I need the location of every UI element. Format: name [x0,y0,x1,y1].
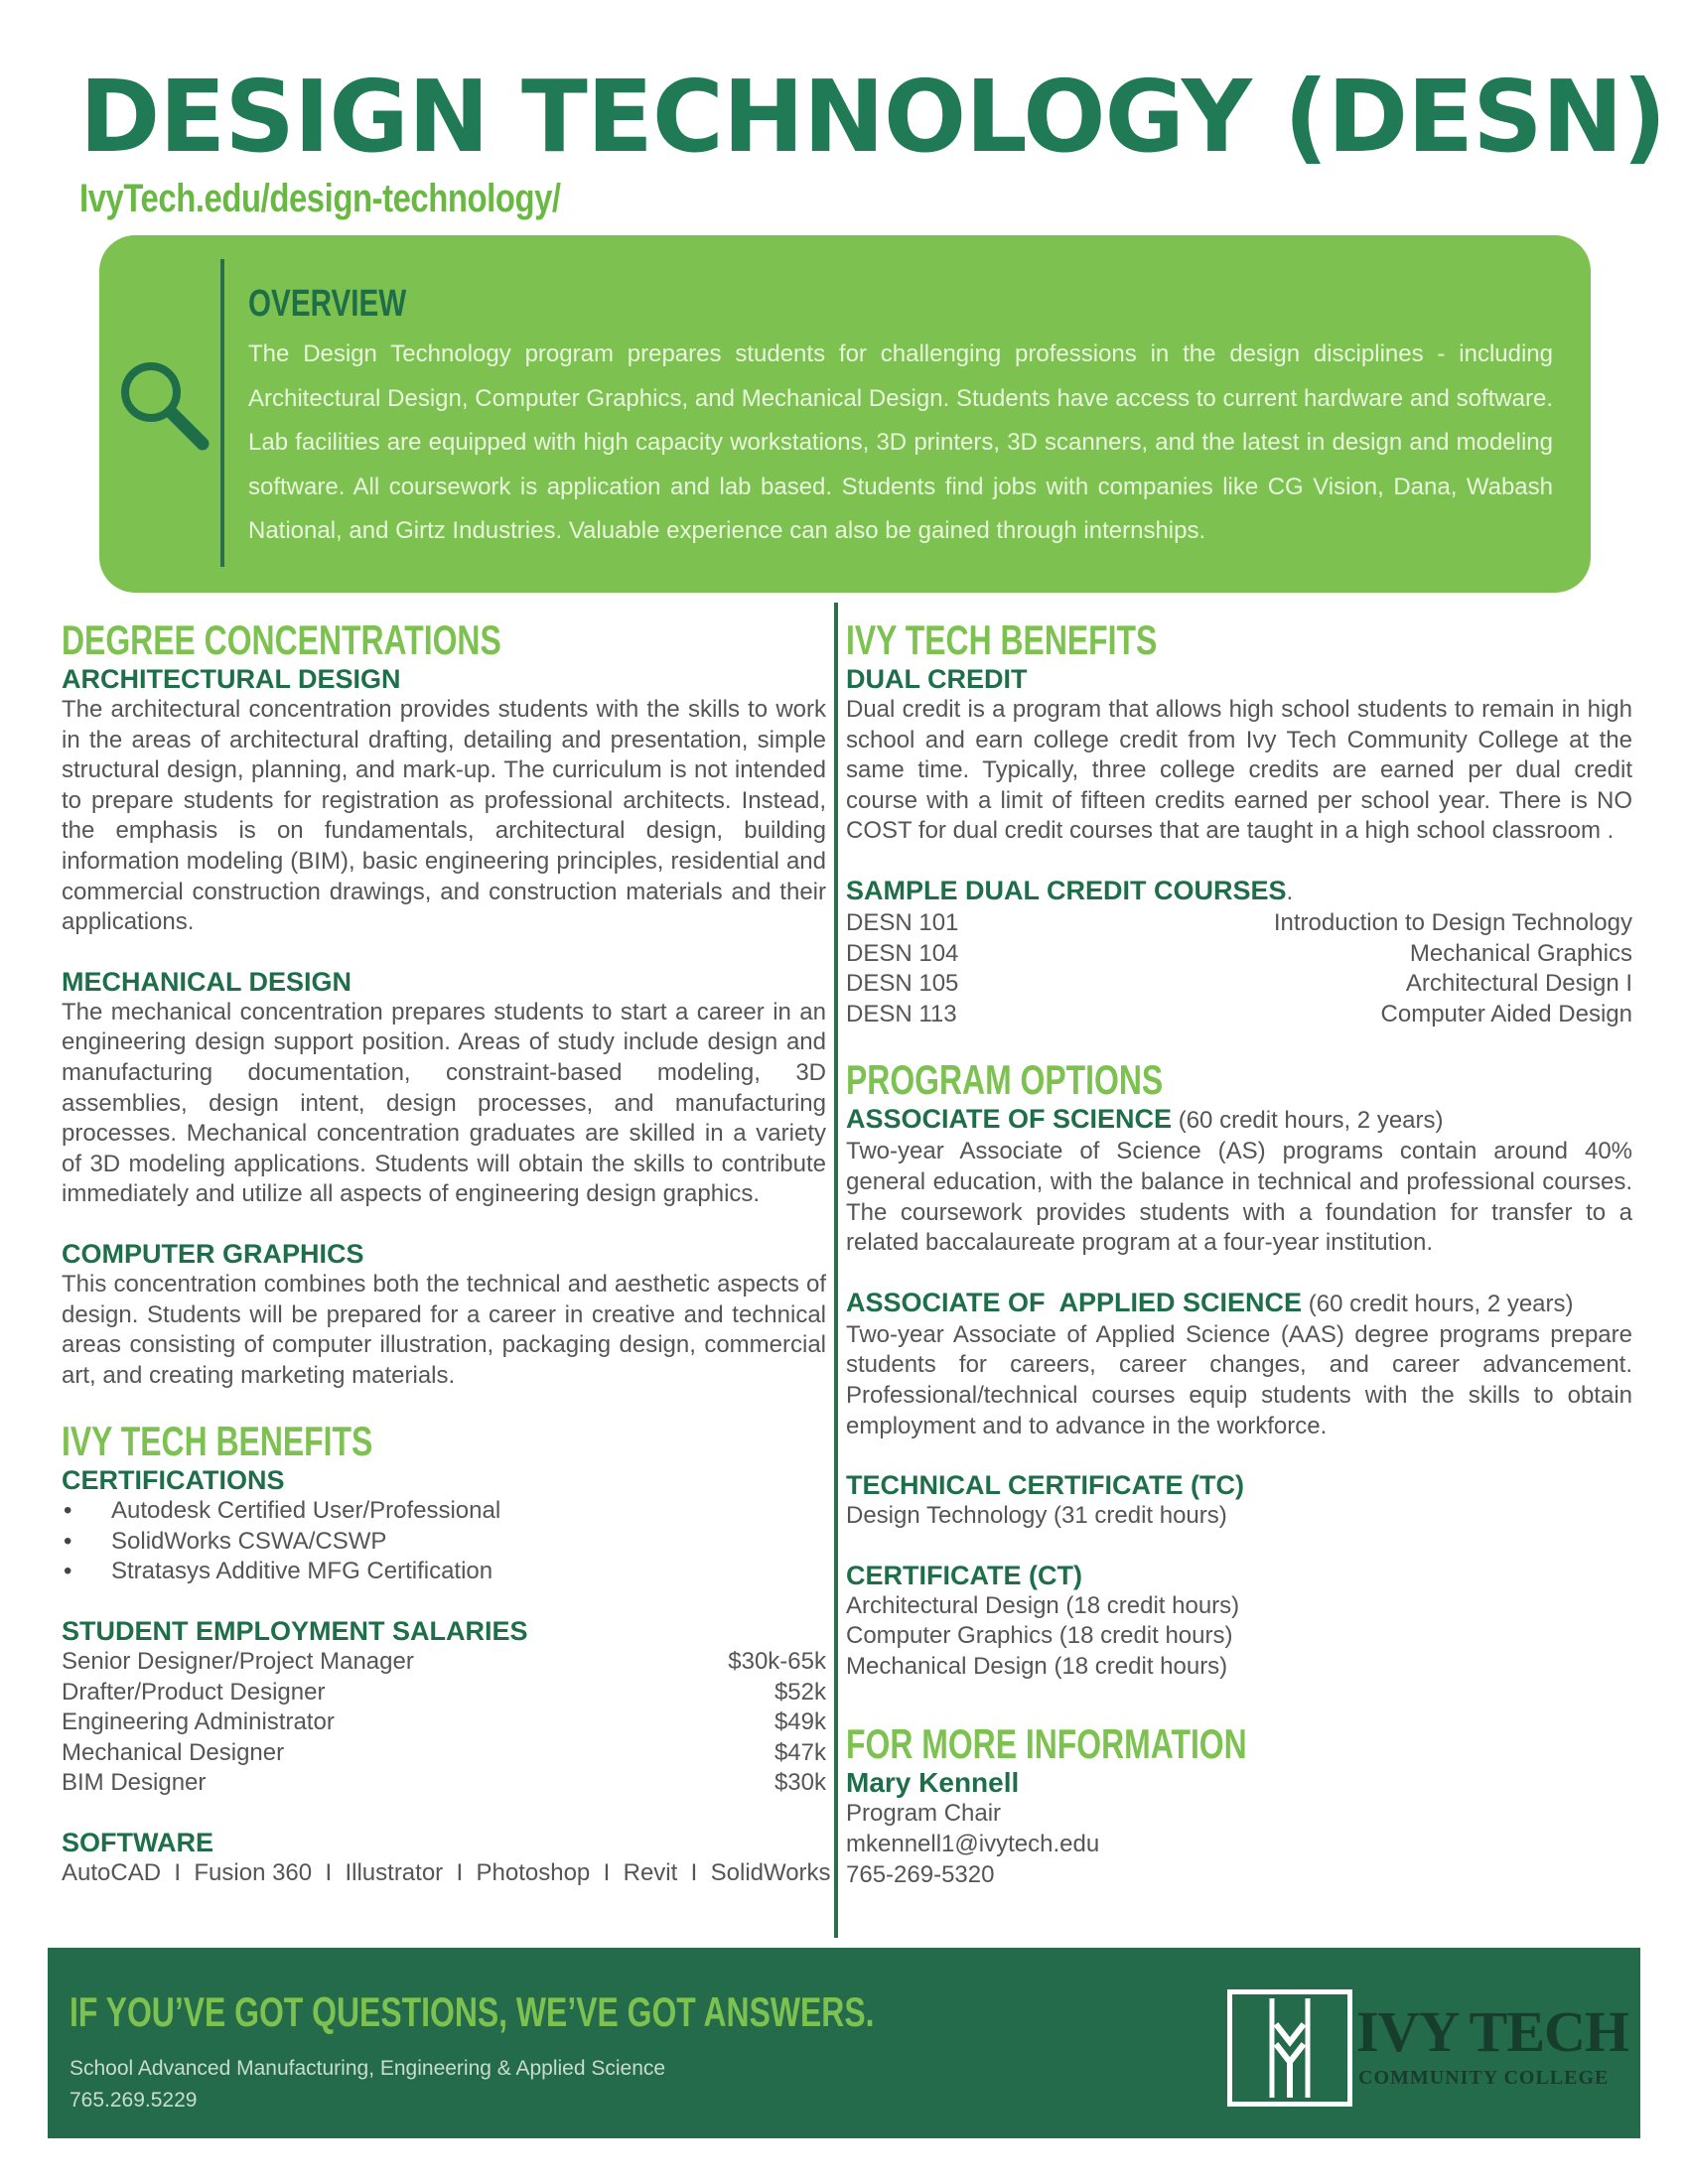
software-list: AutoCAD I Fusion 360 I Illustrator I Photoshop I Revit I SolidWorks [62,1859,831,1887]
certifications-title: CERTIFICATIONS [62,1465,285,1496]
list-item: • SolidWorks CSWA/CSWP [62,1527,826,1558]
salary-role: BIM Designer [62,1769,207,1797]
salaries-table [62,1647,826,1799]
software-title: SOFTWARE [62,1828,213,1858]
logo-subtitle: COMMUNITY COLLEGE [1358,2067,1610,2089]
overview-divider [220,259,224,567]
magnifying-glass-icon [113,354,212,454]
course-code: DESN 104 [846,939,959,967]
salary-pay: $47k [774,1738,826,1766]
dual-credit-text: Dual credit is a program that allows high school students to remain in high school and earn college credit from Ivy Tech Community College at the same time. Typically, three college credits are earned per dual credit course with a limit of fifteen credits earned per school year. There is NO COST for dual credit courses that are taught in a high school classroom . [846,696,1632,845]
computer-graphics-title: COMPUTER GRAPHICS [62,1238,364,1269]
course-name: Architectural Design I [1405,970,1632,998]
computer-graphics-text: This concentration combines both the technical and aesthetic aspects of design. Students will be prepared for a career in creative and technical areas consisting of computer illustration, packaging design, commercial art, and creating marketing materials. [62,1270,826,1389]
salary-pay: $49k [774,1708,826,1736]
aas-title [846,1287,1632,1320]
table-row [62,1738,826,1769]
table-row [62,1768,826,1799]
course-name: Computer Aided Design [1380,1000,1632,1027]
sample-courses-table [846,908,1632,1029]
list-item: Mechanical Design (18 credit hours) [846,1652,1228,1680]
table-row [62,1678,826,1708]
tc-title: TECHNICAL CERTIFICATE (TC) [846,1470,1244,1501]
column-divider [834,603,838,1938]
overview-panel [99,235,1591,593]
course-name: Mechanical Graphics [1409,939,1632,967]
page-title: DESIGN TECHNOLOGY (DESN) [79,59,1666,175]
aas-text: Two-year Associate of Applied Science (AAS) degree programs prepare students for careers, career changes, and career advancement. Professional/technical courses equip students with the skills to obtain employment and to advance in the workforce. [846,1320,1632,1439]
right-column [846,617,1632,1890]
table-row [62,1647,826,1678]
sample-courses-title [846,875,1632,908]
salary-role: Drafter/Product Designer [62,1678,326,1706]
ct-title: CERTIFICATE (CT) [846,1560,1082,1590]
architectural-design-text: The architectural concentration provides students with the skills to work in the areas of architectural drafting, detailing and presentation, simple structural design, planning, and mark-up. The curriculum is not intended to prepare students for registration as professional architects. Instead, the emphasis is on fundamentals, architectural design, building information modeling (BIM), basic engineering principles, residential and commercial construction drawings, and construction materials and their applications. [62,696,826,936]
as-note: (60 credit hours, 2 years) [1172,1107,1444,1135]
salary-role: Engineering Administrator [62,1708,335,1736]
contact-role: Program Chair [846,1800,1002,1828]
salary-pay: $52k [774,1678,826,1706]
architectural-design-title: ARCHITECTURAL DESIGN [62,664,401,694]
as-text: Two-year Associate of Science (AS) programs contain around 40% general education, with the balance in technical and professional courses. The coursework provides students with a foundation for transfer to a related baccalaureate program at a four-year institution. [846,1138,1632,1257]
as-title-text: ASSOCIATE OF SCIENCE [846,1104,1173,1135]
course-code: DESN 113 [846,1000,957,1027]
list-item: • Autodesk Certified User/Professional [62,1496,826,1527]
ivy-tech-logo-icon [1227,1989,1352,2107]
mechanical-design-title: MECHANICAL DESIGN [62,966,352,997]
program-options-heading: PROGRAM OPTIONS [846,1056,1164,1104]
overview-text: The Design Technology program prepares students for challenging professions in the design disciplines - including Architectural Design, Computer Graphics, and Mechanical Design. Students have access to current hardware and software. Lab facilities are equipped with high capacity workstations, 3D printers, 3D scanners, and the latest in design and modeling software. All coursework is application and lab based. Students find jobs with companies like CG Vision, Dana, Wabash National, and Girtz Industries. Valuable experience can also be gained through internships. [248,341,1553,544]
logo-name: IVY TECH [1356,1999,1629,2064]
table-row [846,908,1632,939]
salary-pay: $30k-65k [728,1648,826,1676]
overview-heading: OVERVIEW [248,283,407,325]
contact-email-link[interactable]: mkennell1@ivytech.edu [846,1831,1100,1858]
footer-banner [48,1948,1640,2138]
table-row [846,969,1632,1000]
more-info-heading: FOR MORE INFORMATION [846,1720,1247,1768]
salary-role: Senior Designer/Project Manager [62,1648,414,1676]
aas-title-text: ASSOCIATE OF APPLIED SCIENCE [846,1287,1303,1317]
benefits-heading-right: IVY TECH BENEFITS [846,616,1158,663]
degree-concentrations-heading: DEGREE CONCENTRATIONS [62,616,501,663]
list-item: Computer Graphics (18 credit hours) [846,1622,1233,1650]
footer-phone: 765.269.5229 [70,2089,198,2112]
left-column [62,616,831,1889]
as-title [846,1103,1632,1137]
table-row [846,939,1632,970]
sample-courses-title-suffix: . [1286,878,1294,905]
sample-courses-title-text: SAMPLE DUAL CREDIT COURSES [846,875,1287,905]
program-url-link[interactable]: IvyTech.edu/design-technology/ [79,177,561,220]
mechanical-design-text: The mechanical concentration prepares students to start a career in an engineering design support position. Areas of study include design and manufacturing documentation, constraint-based modeling, 3D assemblies, design intent, design processes, and manufacturing processes. Mechanical concentration graduates are skilled in a variety of 3D modeling applications. Students will obtain the skills to contribute immediately and utilize all aspects of engineering design graphics. [62,998,826,1208]
table-row [846,1000,1632,1030]
footer-heading: IF YOU’VE GOT QUESTIONS, WE’VE GOT ANSWERS. [70,1988,875,2035]
salaries-title: STUDENT EMPLOYMENT SALARIES [62,1616,528,1647]
contact-phone: 765-269-5320 [846,1860,995,1888]
list-item: Architectural Design (18 credit hours) [846,1591,1240,1619]
salary-role: Mechanical Designer [62,1738,285,1766]
benefits-heading-left: IVY TECH BENEFITS [62,1418,373,1465]
dual-credit-title: DUAL CREDIT [846,664,1028,694]
contact-name: Mary Kennell [846,1767,1020,1799]
salary-pay: $30k [774,1769,826,1797]
course-code: DESN 101 [846,908,959,936]
footer-school: School Advanced Manufacturing, Engineering & Applied Science [70,2057,666,2080]
aas-note: (60 credit hours, 2 years) [1302,1290,1574,1317]
list-item: • Stratasys Additive MFG Certification [62,1557,826,1587]
course-code: DESN 105 [846,970,959,998]
table-row [62,1707,826,1738]
certifications-list [62,1496,826,1587]
tc-text: Design Technology (31 credit hours) [846,1502,1227,1530]
course-name: Introduction to Design Technology [1273,908,1632,936]
